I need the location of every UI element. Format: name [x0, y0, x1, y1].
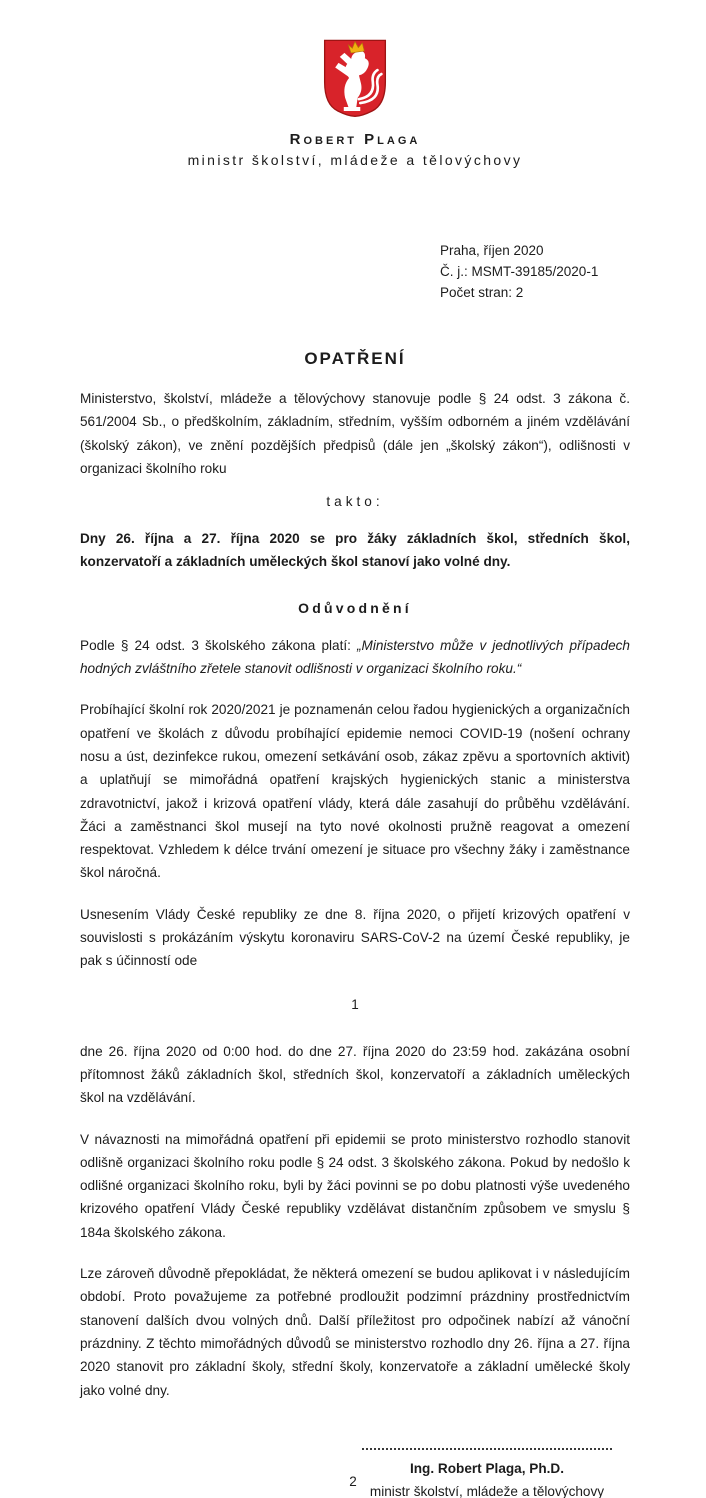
- header-emblem: [80, 38, 630, 118]
- resolution-paragraph: Usnesením Vlády České republiky ze dne 8. října 2020, o přijetí krizových opatření v souvislosti s prokázáním výskytu koronaviru SARS-CoV-2 na území České republiky, je pak s účinností ode: [80, 906, 630, 969]
- organization-paragraph: V návaznosti na mimořádná opatření při epidemii se proto ministerstvo rozhodlo stanovit odlišně organizaci školního roku podle § 24 odst. 3 školského zákona. Pokud by nedošlo k odlišné organizaci školního roku, byli by žáci povinni se po dobu platnosti výše uvedeného krizového opatření Vlády České republiky vzdělávat distančním způsobem ve smyslu § 184a školského zákona.: [80, 1131, 630, 1240]
- law-quote-text: „Ministerstvo může v jednotlivých případech hodných zvláštního zřetele stanovit odlišnosti v organizaci školního roku.“: [80, 637, 630, 677]
- signature-block: [362, 1448, 612, 1498]
- context-paragraph: Probíhající školní rok 2020/2021 je poznamenán celou řadou hygienických a organizačních opatření ve školách z důvodu probíhající epidemie nemoci COVID-19 (nošení ochrany nosu a úst, dezinfekce rukou, omezení setkávání osob, zákaz zpěvu a sportovních aktivit) a uplatňují se mimořádná opatření krajských hygienických stanic a ministerstva zdravotnictví, jakož i krizová opatření vlády, která dále zasahují do průběhu vzdělávání. Žáci a zaměstnanci škol musejí na tyto nové okolnosti pružně reagovat a omezení respektovat. Vzhledem k délce trvání omezení je situace pro všechny žáky i zaměstnance škol náročná.: [80, 702, 630, 881]
- meta-place-date: Praha, říjen 2020: [440, 243, 544, 258]
- signature-dotted-line: [362, 1448, 612, 1450]
- intro-paragraph: Ministerstvo, školství, mládeže a tělovýchovy stanovuje podle § 24 odst. 3 zákona č. 561/2004 Sb., o předškolním, základním, středním, vyšším odborném a jiném vzdělávání (školský zákon), ve znění pozdějších předpisů (dále jen „školský zákon“), odlišnosti v organizaci školního roku: [80, 391, 630, 476]
- signatory-role: ministr školství, mládeže a tělovýchovy: [369, 1483, 605, 1498]
- meta-page-count: Počet stran: 2: [440, 285, 524, 300]
- meta-reference-number: Č. j.: MSMT-39185/2020-1: [440, 264, 599, 279]
- document-meta: [440, 240, 630, 303]
- ruling-paragraph: Dny 26. října a 27. října 2020 se pro žáky základních škol, středních škol, konzervatoří a základních uměleckých škol stanoví jako volné dny.: [80, 531, 630, 570]
- holidays-paragraph: Lze zároveň důvodně přepokládat, že některá omezení se budou aplikovat i v následujícím období. Proto považujeme za potřebné prodloužit podzimní prázdniny prostřednictvím stanovení dalších dvou volných dnů. Další příležitost pro odpočinek nabízí až vánoční prázdniny. Z těchto mimořádných důvodů se ministerstvo rozhodlo dny 26. října a 27. října 2020 stanovit pro základní školy, střední školy, konzervatoře a základní umělecké školy jako volné dny.: [80, 1266, 630, 1398]
- signatory-name: Ing. Robert Plaga, Ph.D.: [409, 1460, 565, 1476]
- prohibition-paragraph: dne 26. října 2020 od 0:00 hod. do dne 27. října 2020 do 23:59 hod. zakázána osobní přítomnost žáků základních škol, středních škol, konzervatoří a základních uměleckých škol na vzdělávání.: [80, 1043, 630, 1106]
- minister-name: Robert Plaga: [289, 131, 421, 148]
- czech-coat-of-arms-icon: [322, 38, 388, 118]
- document-title: OPATŘENÍ: [304, 349, 406, 368]
- legal-basis-paragraph: [80, 634, 630, 681]
- justification-heading: Odůvodnění: [298, 599, 412, 616]
- page-2-number: 2: [349, 1474, 357, 1489]
- page-1-number: 1: [351, 996, 359, 1012]
- takto-label: takto:: [326, 494, 384, 510]
- minister-role: ministr školství, mládeže a tělovýchovy: [187, 152, 523, 168]
- legal-basis-text: Podle § 24 odst. 3 školského zákona platí:: [80, 637, 358, 653]
